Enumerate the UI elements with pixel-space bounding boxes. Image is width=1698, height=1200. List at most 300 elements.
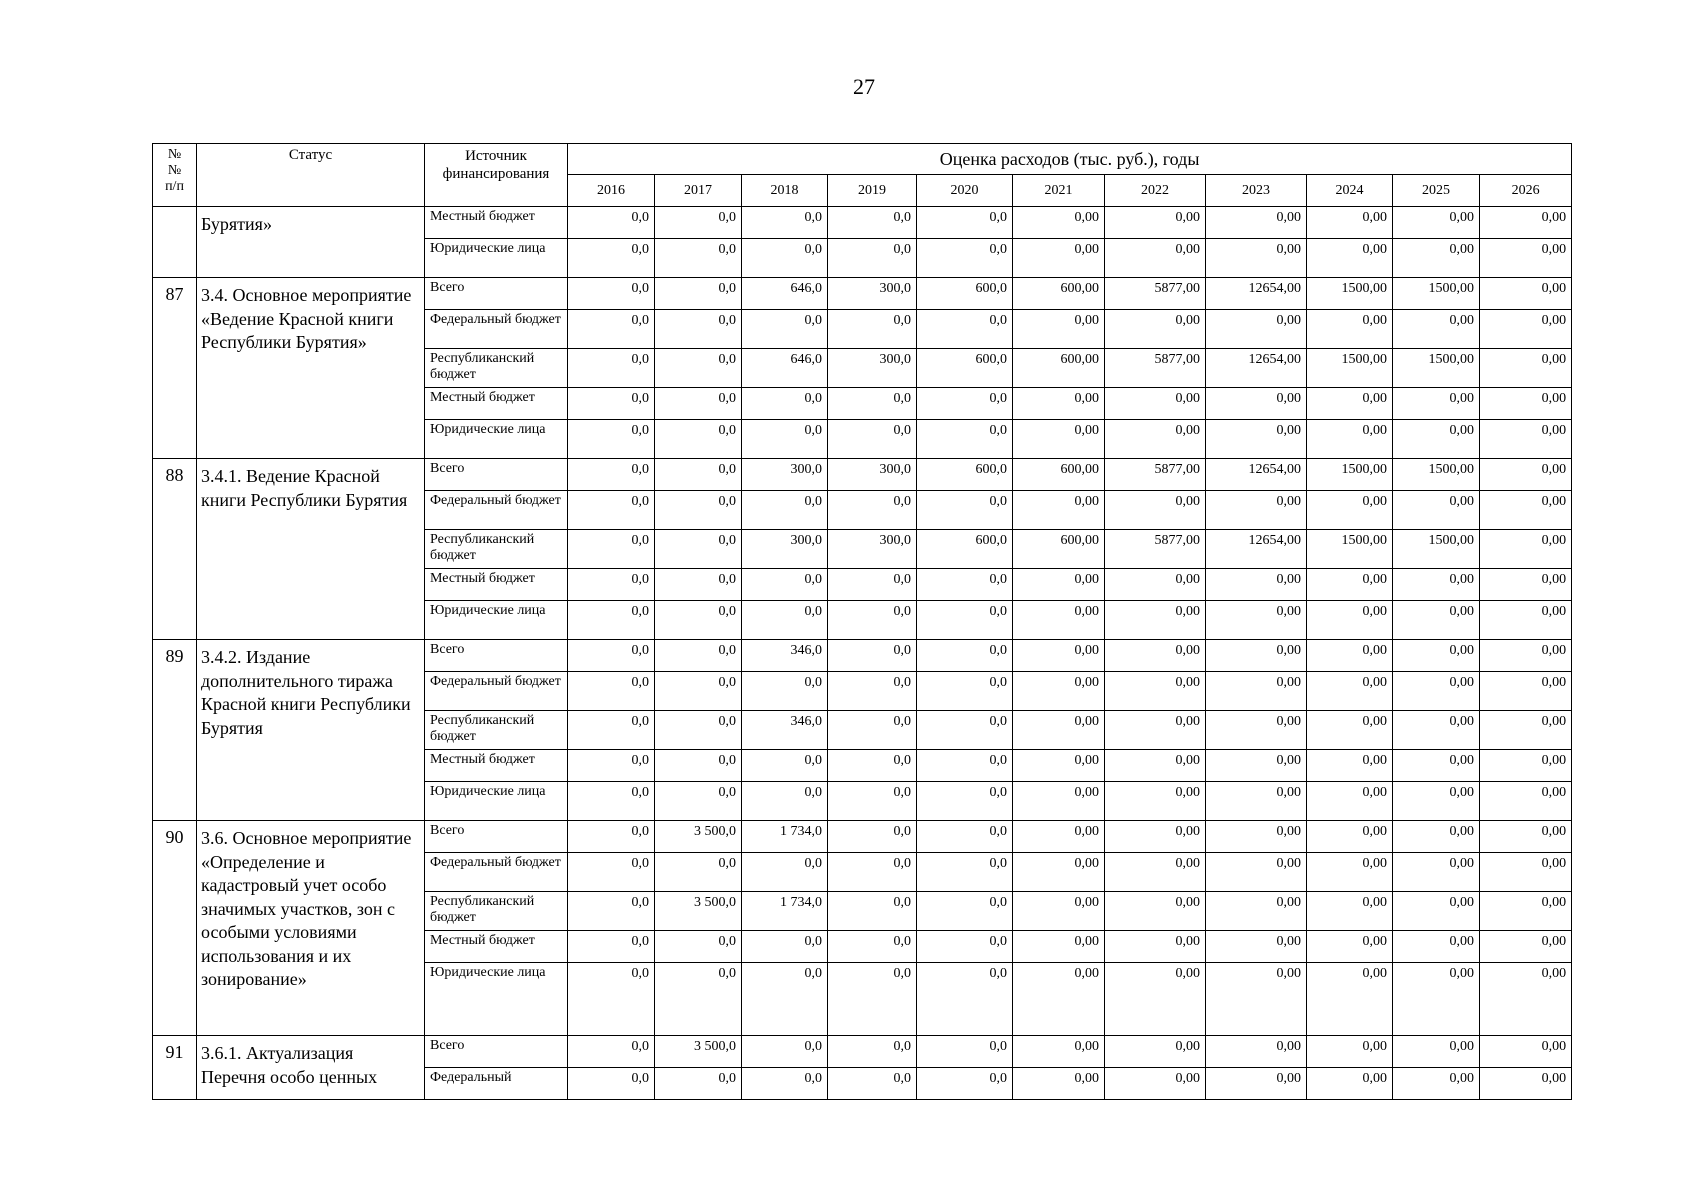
cost-value: 0,00 <box>1013 672 1105 711</box>
cost-value: 0,0 <box>568 569 655 601</box>
cost-value: 0,0 <box>828 931 917 963</box>
cost-value: 5877,00 <box>1105 349 1206 388</box>
cost-value: 0,00 <box>1105 963 1206 1036</box>
header-year: 2022 <box>1105 175 1206 207</box>
cost-value: 0,0 <box>828 672 917 711</box>
cost-value: 0,00 <box>1013 310 1105 349</box>
cost-value: 0,0 <box>742 207 828 239</box>
cost-value: 0,00 <box>1206 1068 1307 1100</box>
cost-value: 0,0 <box>917 491 1013 530</box>
cost-value: 0,00 <box>1206 750 1307 782</box>
cost-value: 0,0 <box>742 931 828 963</box>
cost-value: 0,00 <box>1393 388 1480 420</box>
cost-value: 1500,00 <box>1393 459 1480 491</box>
funding-source: Республиканский бюджет <box>425 530 568 569</box>
table-row <box>153 459 1572 491</box>
cost-value: 0,00 <box>1206 601 1307 640</box>
cost-value: 0,00 <box>1480 711 1572 750</box>
cost-value: 0,0 <box>742 1036 828 1068</box>
cost-value: 0,0 <box>917 1036 1013 1068</box>
funding-source: Всего <box>425 821 568 853</box>
funding-source: Юридические лица <box>425 782 568 821</box>
cost-value: 0,0 <box>917 388 1013 420</box>
cost-value: 0,00 <box>1206 782 1307 821</box>
cost-value: 346,0 <box>742 640 828 672</box>
cost-value: 0,00 <box>1105 853 1206 892</box>
cost-value: 0,0 <box>917 750 1013 782</box>
funding-source: Федеральный <box>425 1068 568 1100</box>
cost-value: 0,00 <box>1105 711 1206 750</box>
cost-value: 0,0 <box>828 388 917 420</box>
cost-value: 0,00 <box>1013 931 1105 963</box>
funding-source: Федеральный бюджет <box>425 853 568 892</box>
cost-value: 0,0 <box>568 853 655 892</box>
cost-value: 0,0 <box>917 782 1013 821</box>
cost-value: 600,0 <box>917 278 1013 310</box>
cost-value: 0,00 <box>1480 782 1572 821</box>
cost-value: 0,00 <box>1307 420 1393 459</box>
cost-value: 0,0 <box>742 672 828 711</box>
cost-value: 12654,00 <box>1206 278 1307 310</box>
header-year: 2020 <box>917 175 1013 207</box>
cost-value: 0,0 <box>568 821 655 853</box>
cost-value: 0,00 <box>1206 207 1307 239</box>
table-body <box>153 207 1572 1100</box>
funding-source: Республиканский бюджет <box>425 349 568 388</box>
cost-value: 0,0 <box>917 1068 1013 1100</box>
status-cell: 3.4. Основное мероприятие «Ведение Красной книги Республики Бурятия» <box>197 278 425 459</box>
cost-value: 300,0 <box>742 530 828 569</box>
cost-value: 0,0 <box>742 601 828 640</box>
cost-value: 0,0 <box>917 853 1013 892</box>
cost-value: 0,00 <box>1307 1068 1393 1100</box>
cost-value: 0,0 <box>568 931 655 963</box>
cost-value: 600,00 <box>1013 459 1105 491</box>
cost-value: 0,00 <box>1013 963 1105 1036</box>
funding-source: Юридические лица <box>425 963 568 1036</box>
cost-value: 1500,00 <box>1393 530 1480 569</box>
header-year: 2016 <box>568 175 655 207</box>
cost-value: 0,0 <box>655 569 742 601</box>
cost-value: 0,0 <box>568 601 655 640</box>
cost-value: 0,00 <box>1480 853 1572 892</box>
cost-value: 0,0 <box>655 672 742 711</box>
cost-value: 0,0 <box>568 750 655 782</box>
cost-value: 0,0 <box>828 640 917 672</box>
cost-value: 0,0 <box>828 310 917 349</box>
cost-value: 600,0 <box>917 459 1013 491</box>
table-row <box>153 207 1572 239</box>
row-number: 87 <box>153 278 197 459</box>
cost-value: 0,00 <box>1393 601 1480 640</box>
cost-value: 0,00 <box>1393 672 1480 711</box>
cost-value: 0,00 <box>1393 782 1480 821</box>
funding-source: Юридические лица <box>425 601 568 640</box>
funding-source: Местный бюджет <box>425 207 568 239</box>
cost-value: 0,00 <box>1480 388 1572 420</box>
cost-value: 0,00 <box>1013 420 1105 459</box>
cost-value: 3 500,0 <box>655 821 742 853</box>
cost-value: 0,00 <box>1105 207 1206 239</box>
cost-value: 0,00 <box>1013 892 1105 931</box>
cost-value: 0,0 <box>742 750 828 782</box>
cost-value: 0,00 <box>1013 711 1105 750</box>
cost-value: 0,0 <box>655 640 742 672</box>
cost-value: 600,0 <box>917 349 1013 388</box>
funding-source: Федеральный бюджет <box>425 310 568 349</box>
cost-value: 0,00 <box>1480 750 1572 782</box>
cost-value: 0,0 <box>655 207 742 239</box>
cost-value: 646,0 <box>742 349 828 388</box>
cost-value: 0,0 <box>828 711 917 750</box>
funding-source: Местный бюджет <box>425 388 568 420</box>
cost-value: 0,0 <box>828 782 917 821</box>
cost-value: 0,00 <box>1105 310 1206 349</box>
cost-value: 0,00 <box>1013 782 1105 821</box>
cost-value: 0,00 <box>1480 601 1572 640</box>
cost-value: 300,0 <box>742 459 828 491</box>
cost-value: 0,00 <box>1105 750 1206 782</box>
cost-value: 0,0 <box>655 530 742 569</box>
cost-value: 0,00 <box>1307 491 1393 530</box>
cost-value: 0,00 <box>1206 821 1307 853</box>
cost-value: 1500,00 <box>1393 278 1480 310</box>
cost-value: 600,00 <box>1013 530 1105 569</box>
cost-value: 0,0 <box>655 491 742 530</box>
funding-source: Всего <box>425 459 568 491</box>
status-cell: Бурятия» <box>197 207 425 278</box>
cost-value: 0,0 <box>568 278 655 310</box>
cost-value: 0,00 <box>1480 931 1572 963</box>
status-cell: 3.4.2. Издание дополнительного тиража Красной книги Республики Бурятия <box>197 640 425 821</box>
cost-value: 0,0 <box>568 420 655 459</box>
cost-value: 0,0 <box>917 821 1013 853</box>
cost-value: 0,00 <box>1307 892 1393 931</box>
table-header <box>153 144 1572 207</box>
cost-value: 0,00 <box>1307 388 1393 420</box>
expenditure-table <box>152 143 1572 1100</box>
cost-value: 0,00 <box>1105 672 1206 711</box>
header-year: 2025 <box>1393 175 1480 207</box>
cost-value: 0,00 <box>1206 672 1307 711</box>
cost-value: 0,0 <box>568 640 655 672</box>
cost-value: 0,00 <box>1480 672 1572 711</box>
cost-value: 1 734,0 <box>742 821 828 853</box>
cost-value: 0,00 <box>1480 420 1572 459</box>
cost-value: 0,00 <box>1480 530 1572 569</box>
cost-value: 0,0 <box>568 1068 655 1100</box>
cost-value: 0,0 <box>568 892 655 931</box>
cost-value: 3 500,0 <box>655 892 742 931</box>
cost-value: 0,0 <box>828 207 917 239</box>
cost-value: 646,0 <box>742 278 828 310</box>
row-number: 88 <box>153 459 197 640</box>
header-cost-title: Оценка расходов (тыс. руб.), годы <box>568 144 1572 175</box>
cost-value: 5877,00 <box>1105 278 1206 310</box>
cost-value: 0,0 <box>655 601 742 640</box>
header-status: Статус <box>197 144 425 207</box>
cost-value: 1500,00 <box>1307 459 1393 491</box>
funding-source: Федеральный бюджет <box>425 491 568 530</box>
funding-source: Всего <box>425 640 568 672</box>
cost-value: 0,00 <box>1393 1068 1480 1100</box>
cost-value: 0,0 <box>568 963 655 1036</box>
cost-value: 0,0 <box>742 491 828 530</box>
cost-value: 0,0 <box>828 1068 917 1100</box>
cost-value: 0,00 <box>1393 963 1480 1036</box>
table-row <box>153 1036 1572 1068</box>
cost-value: 5877,00 <box>1105 530 1206 569</box>
cost-value: 0,0 <box>655 420 742 459</box>
cost-value: 1500,00 <box>1307 530 1393 569</box>
cost-value: 0,0 <box>828 239 917 278</box>
cost-value: 0,0 <box>742 310 828 349</box>
cost-value: 0,00 <box>1013 750 1105 782</box>
cost-value: 0,00 <box>1105 931 1206 963</box>
cost-value: 300,0 <box>828 278 917 310</box>
header-year: 2021 <box>1013 175 1105 207</box>
cost-value: 0,00 <box>1393 239 1480 278</box>
cost-value: 0,0 <box>917 931 1013 963</box>
cost-value: 0,0 <box>917 239 1013 278</box>
header-year: 2024 <box>1307 175 1393 207</box>
cost-value: 0,0 <box>828 853 917 892</box>
cost-value: 0,0 <box>655 239 742 278</box>
cost-value: 5877,00 <box>1105 459 1206 491</box>
cost-value: 0,0 <box>917 963 1013 1036</box>
cost-value: 0,0 <box>655 278 742 310</box>
status-cell: 3.4.1. Ведение Красной книги Республики Бурятия <box>197 459 425 640</box>
cost-value: 0,0 <box>742 853 828 892</box>
cost-value: 0,00 <box>1307 569 1393 601</box>
cost-value: 0,00 <box>1480 569 1572 601</box>
cost-value: 0,00 <box>1307 640 1393 672</box>
cost-value: 0,00 <box>1393 491 1480 530</box>
cost-value: 0,0 <box>655 711 742 750</box>
cost-value: 0,00 <box>1307 821 1393 853</box>
cost-value: 0,0 <box>917 207 1013 239</box>
funding-source: Юридические лица <box>425 239 568 278</box>
status-cell: 3.6.1. Актуализация Перечня особо ценных <box>197 1036 425 1100</box>
cost-value: 0,0 <box>828 420 917 459</box>
header-year: 2018 <box>742 175 828 207</box>
cost-value: 0,00 <box>1206 420 1307 459</box>
cost-value: 0,00 <box>1307 750 1393 782</box>
cost-value: 0,00 <box>1307 931 1393 963</box>
cost-value: 0,0 <box>568 459 655 491</box>
cost-value: 0,00 <box>1480 207 1572 239</box>
header-year: 2026 <box>1480 175 1572 207</box>
cost-value: 3 500,0 <box>655 1036 742 1068</box>
cost-value: 0,00 <box>1206 239 1307 278</box>
cost-value: 0,00 <box>1105 601 1206 640</box>
cost-value: 0,0 <box>742 569 828 601</box>
cost-value: 0,00 <box>1105 239 1206 278</box>
cost-value: 0,0 <box>655 782 742 821</box>
cost-value: 0,0 <box>917 601 1013 640</box>
cost-value: 0,0 <box>655 963 742 1036</box>
cost-value: 0,00 <box>1013 239 1105 278</box>
cost-value: 0,0 <box>917 672 1013 711</box>
cost-value: 0,00 <box>1105 388 1206 420</box>
cost-value: 12654,00 <box>1206 530 1307 569</box>
cost-value: 0,00 <box>1013 821 1105 853</box>
cost-value: 0,0 <box>655 349 742 388</box>
cost-value: 0,00 <box>1307 782 1393 821</box>
cost-value: 0,0 <box>568 239 655 278</box>
table-row <box>153 278 1572 310</box>
cost-value: 0,00 <box>1393 931 1480 963</box>
cost-value: 0,00 <box>1105 782 1206 821</box>
cost-value: 1500,00 <box>1393 349 1480 388</box>
cost-value: 0,0 <box>917 569 1013 601</box>
cost-value: 0,0 <box>917 892 1013 931</box>
cost-value: 0,0 <box>917 640 1013 672</box>
cost-value: 0,0 <box>568 1036 655 1068</box>
cost-value: 0,0 <box>568 530 655 569</box>
funding-source: Местный бюджет <box>425 569 568 601</box>
page-number: 27 <box>853 74 875 99</box>
cost-value: 0,00 <box>1206 640 1307 672</box>
cost-value: 0,0 <box>655 310 742 349</box>
cost-value: 0,00 <box>1480 349 1572 388</box>
cost-value: 0,00 <box>1480 963 1572 1036</box>
funding-source: Республиканский бюджет <box>425 892 568 931</box>
row-number: 91 <box>153 1036 197 1100</box>
cost-value: 0,00 <box>1393 821 1480 853</box>
table-row <box>153 640 1572 672</box>
cost-value: 0,00 <box>1393 640 1480 672</box>
cost-value: 0,0 <box>742 420 828 459</box>
funding-source: Местный бюджет <box>425 931 568 963</box>
cost-value: 0,00 <box>1480 491 1572 530</box>
cost-value: 0,00 <box>1105 892 1206 931</box>
status-cell: 3.6. Основное мероприятие «Определение и кадастровый учет особо значимых участков, зон с особыми условиями использования и их зонирование» <box>197 821 425 1036</box>
funding-source: Всего <box>425 278 568 310</box>
cost-value: 1 734,0 <box>742 892 828 931</box>
cost-value: 0,00 <box>1393 711 1480 750</box>
cost-value: 0,0 <box>742 388 828 420</box>
cost-value: 0,00 <box>1013 569 1105 601</box>
cost-value: 0,00 <box>1307 207 1393 239</box>
cost-value: 0,0 <box>828 1036 917 1068</box>
cost-value: 0,00 <box>1206 711 1307 750</box>
cost-value: 0,0 <box>917 310 1013 349</box>
cost-value: 0,0 <box>828 601 917 640</box>
cost-value: 0,0 <box>655 931 742 963</box>
cost-value: 12654,00 <box>1206 349 1307 388</box>
cost-value: 0,00 <box>1393 853 1480 892</box>
funding-source: Юридические лица <box>425 420 568 459</box>
cost-value: 0,00 <box>1013 207 1105 239</box>
cost-value: 0,0 <box>655 1068 742 1100</box>
funding-source: Республиканский бюджет <box>425 711 568 750</box>
cost-value: 0,00 <box>1480 278 1572 310</box>
cost-value: 600,00 <box>1013 278 1105 310</box>
cost-value: 600,00 <box>1013 349 1105 388</box>
cost-value: 0,0 <box>828 491 917 530</box>
cost-value: 0,00 <box>1105 640 1206 672</box>
cost-value: 12654,00 <box>1206 459 1307 491</box>
cost-value: 0,00 <box>1307 239 1393 278</box>
cost-value: 0,00 <box>1206 853 1307 892</box>
cost-value: 0,0 <box>828 892 917 931</box>
cost-value: 0,00 <box>1480 640 1572 672</box>
cost-value: 0,00 <box>1206 491 1307 530</box>
cost-value: 0,0 <box>742 782 828 821</box>
cost-value: 0,0 <box>568 310 655 349</box>
cost-value: 0,00 <box>1307 711 1393 750</box>
cost-value: 600,0 <box>917 530 1013 569</box>
cost-value: 0,0 <box>568 672 655 711</box>
row-number <box>153 207 197 278</box>
cost-value: 0,00 <box>1105 569 1206 601</box>
table-row <box>153 821 1572 853</box>
cost-value: 0,0 <box>568 207 655 239</box>
cost-value: 0,00 <box>1307 672 1393 711</box>
row-number: 90 <box>153 821 197 1036</box>
cost-value: 0,00 <box>1013 491 1105 530</box>
cost-value: 0,00 <box>1307 963 1393 1036</box>
cost-value: 0,00 <box>1393 750 1480 782</box>
cost-value: 0,00 <box>1105 491 1206 530</box>
cost-value: 0,00 <box>1480 821 1572 853</box>
cost-value: 0,00 <box>1013 640 1105 672</box>
cost-value: 0,00 <box>1206 963 1307 1036</box>
cost-value: 0,00 <box>1480 239 1572 278</box>
cost-value: 0,00 <box>1307 1036 1393 1068</box>
cost-value: 0,00 <box>1307 601 1393 640</box>
cost-value: 0,00 <box>1393 1036 1480 1068</box>
cost-value: 0,0 <box>655 388 742 420</box>
cost-value: 0,00 <box>1105 1036 1206 1068</box>
cost-value: 0,00 <box>1206 1036 1307 1068</box>
cost-value: 300,0 <box>828 349 917 388</box>
funding-source: Местный бюджет <box>425 750 568 782</box>
cost-value: 0,0 <box>917 711 1013 750</box>
cost-value: 0,00 <box>1307 310 1393 349</box>
cost-value: 1500,00 <box>1307 278 1393 310</box>
cost-value: 0,00 <box>1206 569 1307 601</box>
cost-value: 0,00 <box>1105 1068 1206 1100</box>
cost-value: 300,0 <box>828 530 917 569</box>
cost-value: 0,00 <box>1480 1068 1572 1100</box>
cost-value: 0,0 <box>742 1068 828 1100</box>
cost-value: 0,0 <box>655 750 742 782</box>
cost-value: 0,00 <box>1013 1068 1105 1100</box>
cost-value: 0,00 <box>1013 853 1105 892</box>
cost-value: 300,0 <box>828 459 917 491</box>
cost-value: 0,0 <box>568 349 655 388</box>
cost-value: 0,0 <box>828 821 917 853</box>
cost-value: 0,00 <box>1206 931 1307 963</box>
cost-value: 0,00 <box>1393 310 1480 349</box>
cost-value: 0,0 <box>917 420 1013 459</box>
cost-value: 0,0 <box>568 711 655 750</box>
cost-value: 0,0 <box>828 963 917 1036</box>
cost-value: 0,0 <box>742 963 828 1036</box>
cost-value: 0,00 <box>1480 892 1572 931</box>
funding-source: Федеральный бюджет <box>425 672 568 711</box>
cost-value: 0,00 <box>1393 892 1480 931</box>
cost-value: 346,0 <box>742 711 828 750</box>
header-source: Источник финансирования <box>425 144 568 207</box>
cost-value: 0,00 <box>1480 1036 1572 1068</box>
cost-value: 0,0 <box>568 388 655 420</box>
header-number: № № п/п <box>153 144 197 207</box>
cost-value: 0,00 <box>1393 569 1480 601</box>
funding-source: Всего <box>425 1036 568 1068</box>
